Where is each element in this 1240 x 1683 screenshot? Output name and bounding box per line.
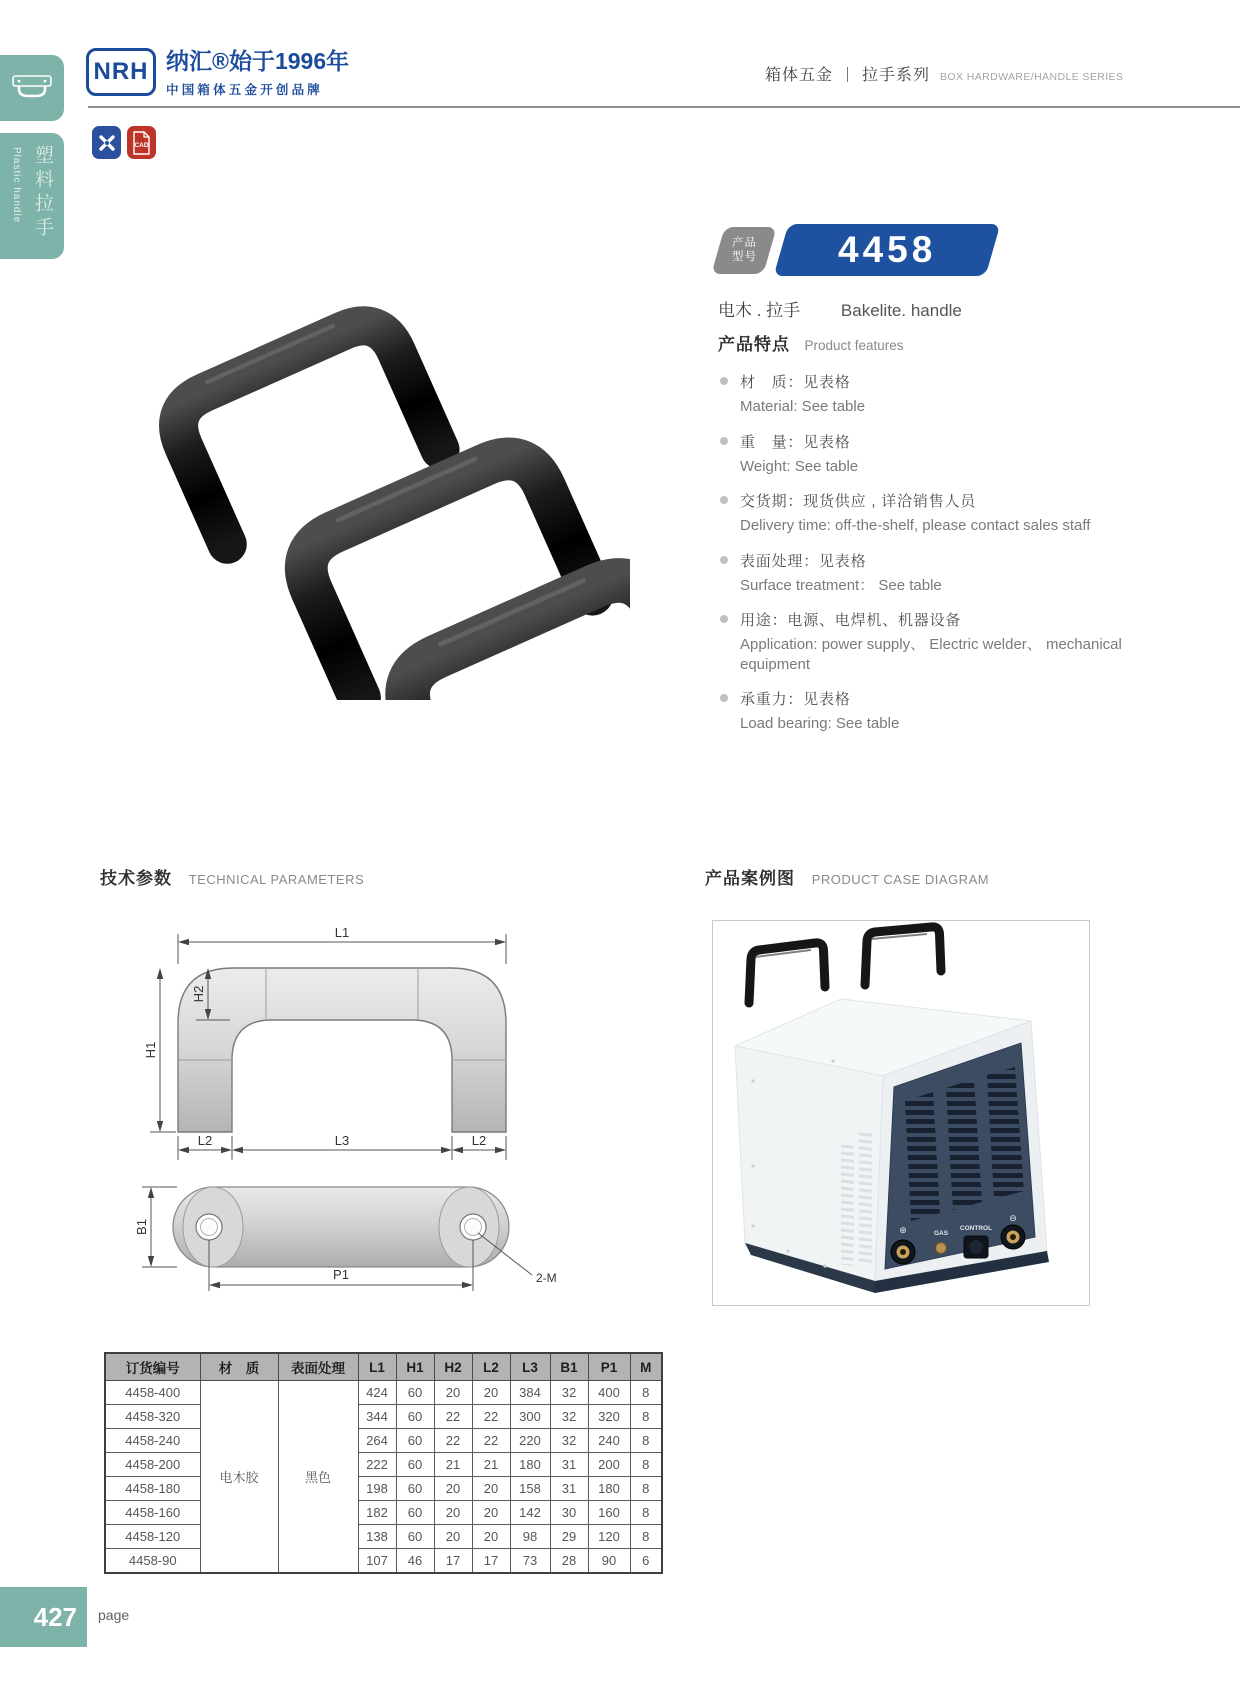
col-h1: H1 bbox=[396, 1353, 434, 1381]
bullet-icon bbox=[720, 437, 728, 445]
feature-item: 交货期：现货供应 , 详洽销售人员 Delivery time: off-the-shelf, please contact sales staff bbox=[718, 490, 1130, 536]
bullet-icon bbox=[720, 615, 728, 623]
table-row: 4458-400 电木胶 黑色 424 60 20 20 384 32 400 8 bbox=[105, 1381, 662, 1405]
material-cell: 电木胶 bbox=[200, 1381, 278, 1574]
technical-drawing-side-view bbox=[96, 920, 536, 1170]
table-row: 4458-200 222 60 21 21 180 31 200 8 bbox=[105, 1453, 662, 1477]
col-l3: L3 bbox=[510, 1353, 550, 1381]
polarity-minus-symbol: ⊖ bbox=[1009, 1213, 1017, 1223]
series-cn-left: 箱体五金 bbox=[765, 67, 834, 84]
table-row: 4458-160 182 60 20 20 142 30 160 8 bbox=[105, 1501, 662, 1525]
page-number: 427 bbox=[33, 1601, 77, 1632]
polarity-plus-symbol: ⊕ bbox=[899, 1225, 907, 1235]
3d-drawing-button[interactable] bbox=[92, 126, 121, 159]
sidebar-label-en: Plastic handle bbox=[11, 147, 22, 224]
dim-b1: B1 bbox=[134, 1219, 149, 1235]
dim-2m: 2-M bbox=[536, 1271, 557, 1285]
product-photo bbox=[90, 240, 630, 700]
handle-outline bbox=[178, 968, 506, 1132]
table-row: 4458-90 107 46 17 17 73 28 90 6 bbox=[105, 1549, 662, 1574]
feature-item: 重 量：见表格 Weight: See table bbox=[718, 431, 1130, 477]
bullet-icon bbox=[720, 556, 728, 564]
cylinder-outline bbox=[173, 1187, 509, 1267]
brand-block bbox=[166, 43, 349, 98]
handle-icon bbox=[11, 73, 53, 103]
bullet-icon bbox=[720, 496, 728, 504]
dim-l2a: L2 bbox=[197, 1133, 213, 1148]
cad-file-icon bbox=[132, 131, 151, 155]
bullet-icon bbox=[720, 694, 728, 702]
technical-drawing-bottom-view bbox=[96, 1169, 576, 1299]
feature-item: 用途：电源、电焊机、机器设备 Application: power supply、 Electric welder、 mechanical equipment bbox=[718, 609, 1130, 674]
tools-icon bbox=[97, 133, 117, 153]
table-header-row bbox=[105, 1353, 662, 1381]
feature-item: 表面处理：见表格 Surface treatment： See table bbox=[718, 550, 1130, 596]
dim-l2b: L2 bbox=[471, 1133, 487, 1148]
col-b1: B1 bbox=[550, 1353, 588, 1381]
bakelite-handle-3 bbox=[391, 558, 630, 700]
sidebar-category-tab bbox=[0, 55, 64, 121]
welder-illustration bbox=[713, 921, 1087, 1303]
cad-label: CAD bbox=[134, 141, 149, 149]
sidebar-item-plastic-handle bbox=[0, 133, 64, 259]
header-divider bbox=[88, 106, 1240, 108]
page-number-block bbox=[0, 1587, 87, 1647]
series-cn-right: 拉手系列 bbox=[862, 67, 931, 84]
nrh-logo: NRH bbox=[86, 48, 156, 96]
feature-item: 材 质：见表格 Material: See table bbox=[718, 371, 1130, 417]
cad-download-button[interactable] bbox=[127, 126, 156, 159]
sidebar-label-cn: 塑料拉手 bbox=[32, 145, 53, 241]
model-number: 4458 bbox=[837, 229, 937, 270]
product-name-cn: 电木 . 拉手 bbox=[718, 301, 801, 320]
dim-l3: L3 bbox=[334, 1133, 350, 1148]
col-m: M bbox=[630, 1353, 662, 1381]
spec-table bbox=[104, 1352, 663, 1574]
col-surface: 表面处理 bbox=[278, 1353, 358, 1381]
control-label: CONTROL bbox=[959, 1225, 993, 1232]
dim-p1: P1 bbox=[333, 1267, 349, 1282]
features-title: 产品特点 Product features bbox=[718, 335, 904, 354]
case-diagram-frame bbox=[712, 920, 1090, 1306]
welder-handles bbox=[749, 927, 941, 1003]
table-row: 4458-240 264 60 22 22 220 32 240 8 bbox=[105, 1429, 662, 1453]
model-badge-number bbox=[774, 224, 1001, 276]
table-row: 4458-320 344 60 22 22 300 32 320 8 bbox=[105, 1405, 662, 1429]
table-row: 4458-180 198 60 20 20 158 31 180 8 bbox=[105, 1477, 662, 1501]
col-order-code: 订货编号 bbox=[105, 1353, 200, 1381]
gas-label: GAS bbox=[933, 1230, 949, 1237]
col-p1: P1 bbox=[588, 1353, 630, 1381]
surface-cell: 黑色 bbox=[278, 1381, 358, 1574]
model-badge-label: 产品 型号 bbox=[711, 227, 776, 274]
technical-parameters-title: 技术参数 TECHNICAL PARAMETERS bbox=[100, 869, 365, 888]
dim-h2: H2 bbox=[191, 985, 206, 1003]
col-h2: H2 bbox=[434, 1353, 472, 1381]
dim-h1: H1 bbox=[143, 1041, 158, 1059]
series-header bbox=[765, 62, 1123, 85]
bullet-icon bbox=[720, 377, 728, 385]
col-material: 材 质 bbox=[200, 1353, 278, 1381]
brand-title: 纳汇®始于1996年 bbox=[166, 48, 350, 74]
product-name bbox=[718, 296, 962, 321]
table-row: 4458-120 138 60 20 20 98 29 120 8 bbox=[105, 1525, 662, 1549]
product-features bbox=[718, 330, 1130, 748]
col-l2: L2 bbox=[472, 1353, 510, 1381]
case-diagram-title: 产品案例图 PRODUCT CASE DIAGRAM bbox=[705, 869, 990, 888]
page-label: page bbox=[98, 1607, 130, 1623]
dim-l1: L1 bbox=[334, 925, 350, 940]
series-en: BOX HARDWARE/HANDLE SERIES bbox=[940, 71, 1124, 83]
product-name-en: Bakelite. handle bbox=[840, 301, 962, 320]
feature-item: 承重力：见表格 Load bearing: See table bbox=[718, 688, 1130, 734]
series-divider bbox=[847, 67, 848, 82]
col-l1: L1 bbox=[358, 1353, 396, 1381]
brand-subtitle: 中国箱体五金开创品牌 bbox=[166, 83, 324, 97]
